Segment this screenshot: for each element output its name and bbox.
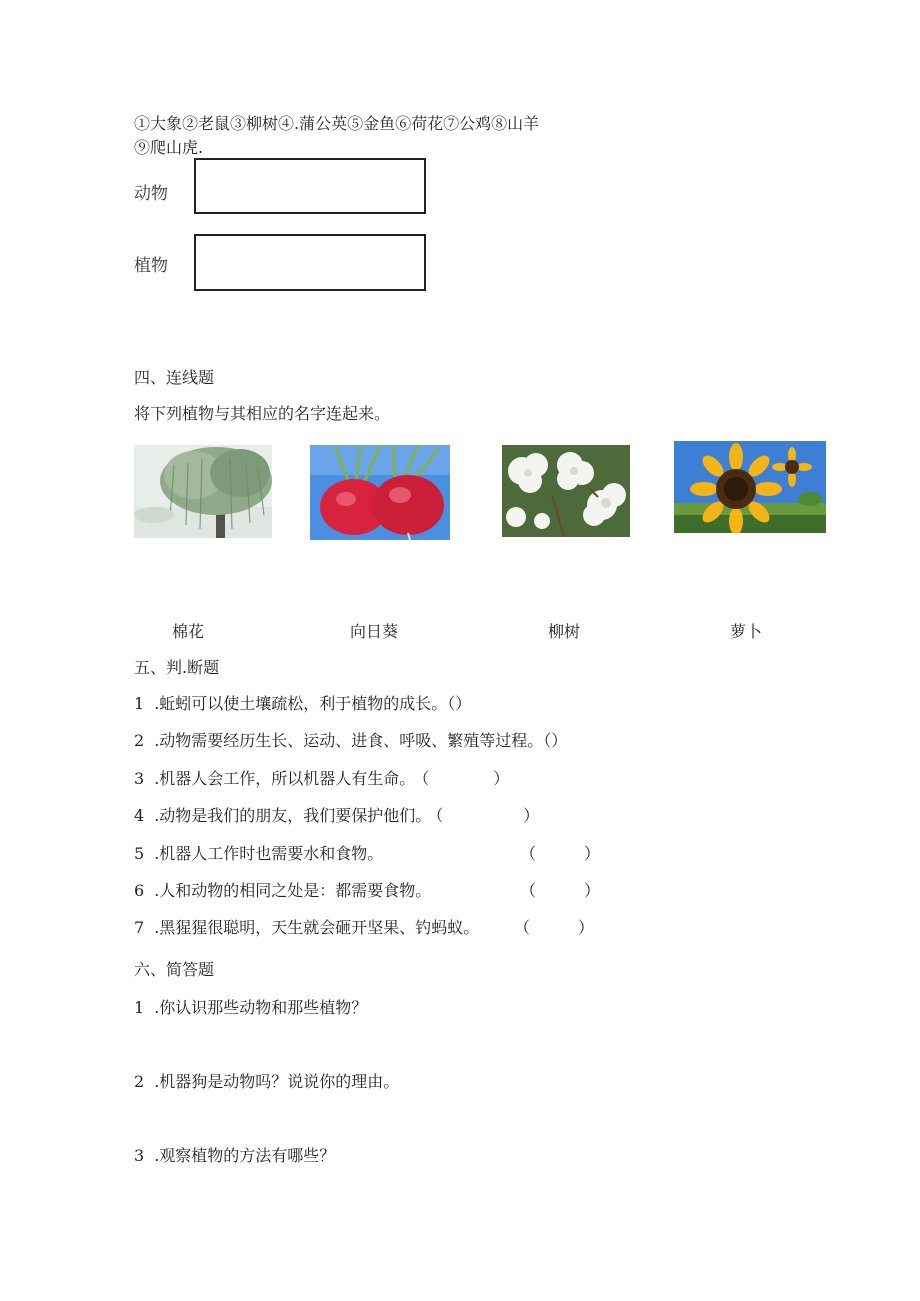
judge-item-5 <box>134 844 383 864</box>
radish-photo[interactable] <box>310 445 450 540</box>
judge-item-4 <box>134 806 539 826</box>
judge-item-7 <box>134 918 479 938</box>
plant-label: 植物 <box>134 256 168 276</box>
section5-title: 五、判.断题 <box>134 658 220 677</box>
judge-item-text: .动物需要经历生长、运动、进食、呼吸、繁殖等过程。 <box>154 731 544 750</box>
judge-item-text: .动物是我们的朋友，我们要保护他们。 <box>154 806 432 825</box>
judge-answer-bracket[interactable]: （） <box>543 731 568 750</box>
answer-space-2[interactable] <box>130 1098 830 1138</box>
items-list-line1: ①大象②老鼠③柳树④.蒲公英⑤金鱼⑥荷花⑦公鸡⑧山羊 <box>134 114 540 133</box>
judge-item-text: .机器人会工作，所以机器人有生命。 <box>154 769 416 788</box>
judge-item-number: 2 <box>134 731 145 750</box>
name-label-willow[interactable]: 柳树 <box>548 622 581 641</box>
judge-answer-bracket-7[interactable]: （ ） <box>514 918 595 937</box>
judge-item-2 <box>134 731 567 751</box>
judge-item-text: .蚯蚓可以使土壤疏松，利于植物的成长。 <box>154 694 448 713</box>
question-number: 2 <box>134 1072 145 1091</box>
cotton-photo[interactable] <box>502 445 630 537</box>
answer-space-3[interactable] <box>130 1172 830 1212</box>
name-label-radish[interactable]: 萝卜 <box>730 622 763 641</box>
question-number: 3 <box>134 1146 145 1165</box>
short-answer-question-3 <box>134 1146 335 1166</box>
judge-item-3 <box>134 769 509 789</box>
animal-label: 动物 <box>134 184 168 204</box>
sunflower-photo[interactable] <box>674 441 826 533</box>
question-text: .机器狗是动物吗？说说你的理由。 <box>154 1072 400 1091</box>
judge-item-number: 7 <box>134 918 145 937</box>
plant-answer-box[interactable] <box>194 234 426 291</box>
section6-title: 六、简答题 <box>134 960 215 979</box>
name-label-cotton[interactable]: 棉花 <box>172 622 205 641</box>
short-answer-question-1 <box>134 998 367 1018</box>
willow-tree-photo[interactable] <box>134 445 272 538</box>
judge-item-number: 5 <box>134 844 145 863</box>
judge-answer-bracket[interactable]: （） <box>447 694 472 713</box>
judge-item-text: .机器人工作时也需要水和食物。 <box>154 844 384 863</box>
items-list-line2: ⑨爬山虎. <box>134 138 204 157</box>
name-label-sunflower[interactable]: 向日葵 <box>350 622 399 641</box>
section4-title: 四、连线题 <box>134 368 215 387</box>
judge-answer-bracket[interactable]: （ ） <box>421 769 510 788</box>
judge-item-number: 3 <box>134 769 145 788</box>
judge-item-number: 4 <box>134 806 145 825</box>
judge-item-6 <box>134 881 431 901</box>
animal-answer-box[interactable] <box>194 158 426 214</box>
judge-answer-bracket-5[interactable]: （ ） <box>520 844 601 863</box>
section4-instruction: 将下列植物与其相应的名字连起来。 <box>134 404 391 423</box>
judge-item-1 <box>134 694 471 714</box>
judge-item-text: .人和动物的相同之处是：都需要食物。 <box>154 881 432 900</box>
judge-answer-bracket-6[interactable]: （ ） <box>520 881 601 900</box>
question-number: 1 <box>134 998 145 1017</box>
question-text: .观察植物的方法有哪些？ <box>154 1146 336 1165</box>
judge-answer-bracket[interactable]: （ ） <box>435 806 540 825</box>
judge-item-number: 1 <box>134 694 145 713</box>
short-answer-question-2 <box>134 1072 399 1092</box>
judge-item-number: 6 <box>134 881 145 900</box>
question-text: .你认识那些动物和那些植物？ <box>154 998 368 1017</box>
judge-item-text: .黑猩猩很聪明，天生就会砸开坚果、钓蚂蚁。 <box>154 918 480 937</box>
answer-space-1[interactable] <box>130 1024 830 1064</box>
